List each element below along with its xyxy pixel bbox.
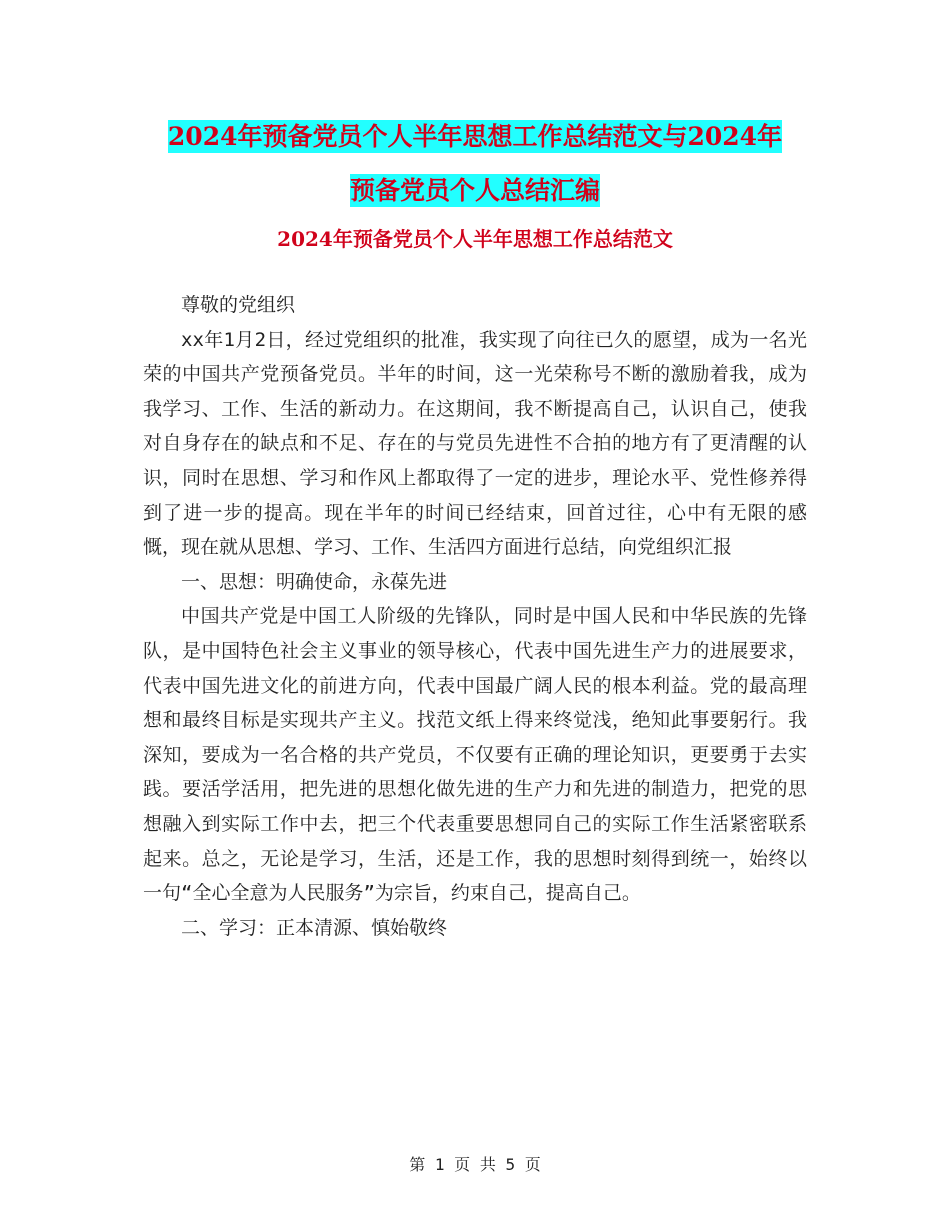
paragraph-intro: xx年1月2日，经过党组织的批准，我实现了向往已久的愿望，成为一名光荣的中国共产党预备党员。半年的时间，这一光荣称号不断的激励着我，成为我学习、工作、生活的新动力。在这期间，我不断提高自己，认识自己，使我对自身存在的缺点和不足、存在的与党员先进性不合拍的地方有了更清醒的认识，同时在思想、学习和作风上都取得了一定的进步，理论水平、党性修养得到了进一步的提高。现在半年的时间已经结束，回首过往，心中有无限的感慨，现在就从思想、学习、工作、生活四方面进行总结，向党组织汇报 — [143, 328, 807, 559]
section-title: 2024年预备党员个人半年思想工作总结范文 — [277, 227, 673, 251]
heading-study: 二、学习：正本清源、慎始敬终 — [181, 916, 448, 939]
paragraph-thought: 中国共产党是中国工人阶级的先锋队，同时是中国人民和中华民族的先锋队，是中国特色社会主义事业的领导核心，代表中国先进生产力的进展要求，代表中国先进文化的前进方向，代表中国最广阔人民的根本利益。党的最高理想和最终目标是实现共产主义。找范文纸上得来终觉浅，绝知此事要躬行。我深知，要成为一名合格的共产党员，不仅要有正确的理论知识，更要勇于去实践。要活学活用，把先进的思想化做先进的生产力和先进的制造力，把党的思想融入到实际工作中去，把三个代表重要思想同自己的实际工作生活紧密联系起来。总之，无论是学习，生活，还是工作，我的思想时刻得到统一，始终以一句“全心全意为人民服务”为宗旨，约束自己，提高自己。 — [143, 605, 807, 905]
document-title — [130, 110, 820, 218]
document-title-line-1: 2024年预备党员个人半年思想工作总结范文与2024年 — [167, 122, 783, 151]
heading-thought: 一、思想：明确使命，永葆先进 — [181, 570, 448, 593]
salutation: 尊敬的党组织 — [181, 294, 296, 316]
document-title-line-2: 预备党员个人总结汇编 — [349, 176, 600, 205]
document-body — [143, 288, 807, 945]
page-number-footer: 第 1 页 共 5 页 — [409, 1155, 541, 1174]
